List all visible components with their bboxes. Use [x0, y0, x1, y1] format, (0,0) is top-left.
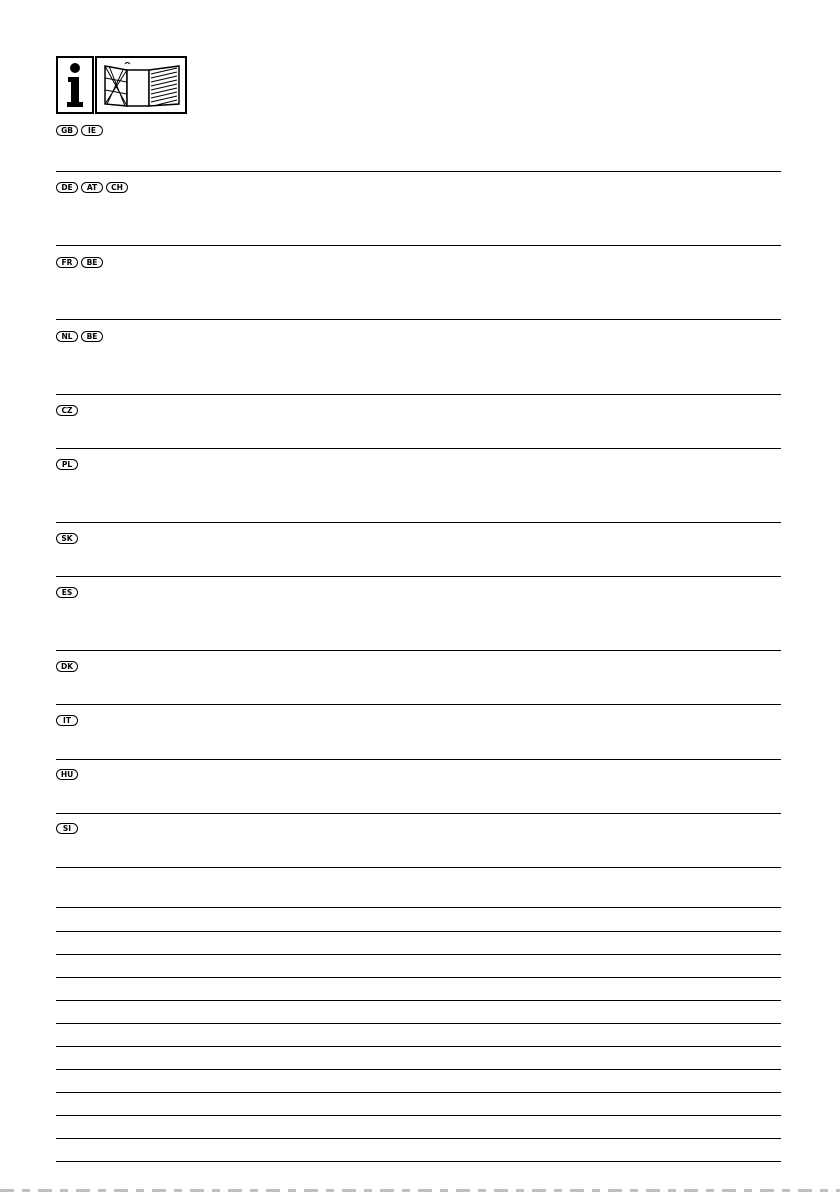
language-section	[56, 868, 781, 908]
language-section	[56, 459, 781, 523]
country-codes	[56, 405, 78, 416]
info-icon	[56, 56, 94, 114]
fold-out-manual-glyph	[97, 58, 185, 112]
country-code-badge: CH	[106, 182, 128, 193]
country-codes	[56, 533, 78, 544]
blank-line	[56, 1000, 781, 1001]
language-section	[56, 661, 781, 705]
language-section	[56, 533, 781, 577]
country-code-badge: SI	[56, 823, 78, 834]
blank-line	[56, 1069, 781, 1070]
language-section	[56, 405, 781, 449]
blank-line	[56, 1138, 781, 1139]
language-section	[56, 331, 781, 395]
country-codes	[56, 823, 78, 834]
blank-line	[56, 1161, 781, 1162]
fold-out-manual-icon	[95, 56, 187, 114]
country-codes	[56, 182, 128, 193]
blank-line	[56, 1023, 781, 1024]
country-codes	[56, 257, 103, 268]
language-section	[56, 769, 781, 814]
country-codes	[56, 459, 78, 470]
country-code-badge: BE	[81, 257, 103, 268]
language-section	[56, 587, 781, 651]
language-section	[56, 125, 781, 172]
country-code-badge: DK	[56, 661, 78, 672]
country-codes	[56, 661, 78, 672]
info-icon-glyph	[58, 58, 92, 112]
country-code-badge: PL	[56, 459, 78, 470]
country-codes	[56, 769, 78, 780]
country-codes	[56, 331, 103, 342]
country-codes	[56, 125, 103, 136]
language-section	[56, 182, 781, 246]
country-code-badge: IE	[81, 125, 103, 136]
country-code-badge: BE	[81, 331, 103, 342]
country-code-badge: GB	[56, 125, 78, 136]
country-codes	[56, 587, 78, 598]
country-code-badge: SK	[56, 533, 78, 544]
country-code-badge: HU	[56, 769, 78, 780]
blank-line	[56, 1046, 781, 1047]
blank-line	[56, 954, 781, 955]
blank-line	[56, 1115, 781, 1116]
language-section	[56, 715, 781, 760]
language-section	[56, 823, 781, 868]
country-codes	[56, 715, 78, 726]
country-code-badge: ES	[56, 587, 78, 598]
country-code-badge: NL	[56, 331, 78, 342]
blank-line	[56, 1092, 781, 1093]
country-code-badge: IT	[56, 715, 78, 726]
country-code-badge: DE	[56, 182, 78, 193]
blank-line	[56, 931, 781, 932]
blank-line	[56, 977, 781, 978]
language-section	[56, 257, 781, 320]
country-code-badge: FR	[56, 257, 78, 268]
country-code-badge: AT	[81, 182, 103, 193]
country-code-badge: CZ	[56, 405, 78, 416]
